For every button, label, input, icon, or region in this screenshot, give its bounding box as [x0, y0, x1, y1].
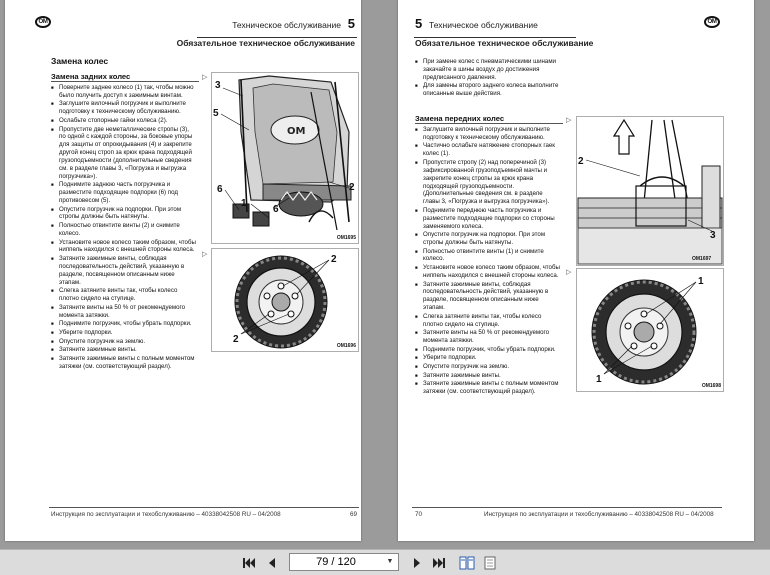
rear-wheel-figure [211, 248, 359, 352]
list-item: ■ Слегка затяните винты так, чтобы колесо плотно сидело на ступице. [415, 313, 561, 329]
list-item: ■ Уберите подпорки. [51, 329, 197, 337]
callout-label: 3 [710, 230, 716, 241]
rear-wheel-illustration [211, 248, 359, 352]
list-item: ■ Слегка затяните винты так, чтобы колесо плотно сидело на ступице. [51, 287, 197, 303]
list-item: ■ Поверните заднее колесо (1) так, чтобы можно было получить доступ к зажимным винтам. [51, 84, 197, 100]
callout-label: 6 [217, 184, 223, 195]
list-item: ■ Установите новое колесо таким образом, чтобы ниппель находился с внешней стороны колеса. [415, 264, 561, 280]
list-item: ■ Затяните зажимные винты, соблюдая последовательность действий, указанную в разделе, посвященном описанным ниже этапам. [51, 255, 197, 286]
list-item: ■ Пропустите две неметаллические стропы (3), по одной с каждой стороны, за боковые упоры для защиты от опрокидывания (4) и закрепите другой конец строп за крюк крана подходящей грузоподъемности (дополнительные сведения см. в разделе главы 3, «Погрузка и выгрузка погрузчика»). [51, 126, 197, 181]
callout-label: 2 [578, 156, 584, 167]
first-page-icon [242, 557, 256, 569]
list-item: ■ Поднимите заднюю часть погрузчика и разместите подходящие подпорки (6) под противовесом (5). [51, 181, 197, 205]
list-item: ■ Затяните зажимные винты. [51, 346, 197, 354]
section-title: Замена колес [51, 56, 109, 66]
arrow-marker-icon: ▷ [566, 117, 572, 124]
figure-code: OM1695 [336, 235, 356, 241]
figure-code: OM1697 [692, 256, 712, 262]
list-item: ■ Ослабьте стопорные гайки колеса (2). [51, 117, 197, 125]
callout-label: 2 [349, 182, 355, 193]
figure-code: OM1696 [336, 343, 356, 349]
next-page-button[interactable] [408, 554, 426, 572]
callout-label: 6 [273, 204, 279, 215]
instruction-list [415, 126, 561, 397]
last-page-icon [432, 557, 446, 569]
list-item: ■ Опустите погрузчик на подпорки. При этом стропы должны быть натянуты. [415, 231, 561, 247]
page-number: 69 [350, 511, 358, 518]
front-lift-figure [576, 116, 724, 266]
footer-rule [49, 507, 359, 508]
header-title: Техническое обслуживание [232, 20, 341, 30]
list-item: ■ Частично ослабьте натяжение стопорных гаек колес (1). [415, 142, 561, 158]
chapter-number: 5 [347, 16, 355, 31]
chevron-down-icon[interactable]: ▼ [386, 558, 394, 565]
subsection-rule [415, 123, 563, 124]
arrow-marker-icon: ▷ [202, 74, 208, 81]
list-item: ■ Затяните зажимные винты с полным моментом затяжки (см. соответствующий раздел). [415, 380, 561, 396]
right-page [398, 0, 754, 541]
single-page-button[interactable] [481, 554, 499, 572]
callout-label: 5 [213, 108, 219, 119]
arrow-marker-icon: ▷ [566, 269, 572, 276]
prev-page-icon [267, 557, 277, 569]
footer-text: Инструкция по эксплуатации и техобслуживанию – 40338042508 RU – 04/2008 [51, 511, 281, 518]
list-item: ■ Поднимите погрузчик, чтобы убрать подпорки. [51, 320, 197, 328]
header-title: Техническое обслуживание [429, 20, 538, 30]
list-item: ■ Поднимите погрузчик, чтобы убрать подпорки. [415, 346, 561, 354]
list-item: ■ Для замены второго заднего колеса выполните описанные выше действия. [415, 82, 561, 98]
callout-label: 1 [596, 374, 602, 385]
arrow-marker-icon: ▷ [202, 251, 208, 258]
callout-label: 2 [331, 254, 337, 265]
list-item: ■ Затяните зажимные винты с полным моментом затяжки (см. соответствующий раздел). [51, 355, 197, 371]
rear-lift-illustration [211, 72, 359, 244]
callout-label: 2 [233, 334, 239, 345]
list-item: ■ При замене колес с пневматическими шинами закачайте в шины воздух до достижения предписанного давления. [415, 58, 561, 82]
last-page-button[interactable] [430, 554, 448, 572]
viewer-toolbar [0, 549, 770, 575]
page-number-input[interactable]: 79 / 120 [316, 556, 356, 568]
callout-label: 3 [215, 80, 221, 91]
chapter-number: 5 [415, 16, 423, 31]
list-item: ■ Опустите погрузчик на землю. [415, 363, 561, 371]
list-item: ■ Опустите погрузчик на подпорки. При этом стропы должны быть натянуты. [51, 206, 197, 222]
subsection-title: Замена передних колес [415, 114, 505, 123]
first-page-button[interactable] [240, 554, 258, 572]
instruction-list [51, 84, 197, 371]
list-item: ■ Полностью отвинтите винты (1) и снимите колесо. [415, 248, 561, 264]
rear-lift-figure [211, 72, 359, 244]
front-wheel-illustration [576, 268, 724, 392]
header-subtitle: Обязательное техническое обслуживание [176, 38, 355, 48]
list-item: ■ Заглушите вилочный погрузчик и выполните подготовку к техническому обслуживанию. [51, 100, 197, 116]
front-lift-illustration [576, 116, 724, 266]
left-page [5, 0, 361, 541]
om-logo: OM [704, 16, 720, 28]
header-subtitle: Обязательное техническое обслуживание [415, 38, 594, 48]
subsection-title: Замена задних колес [51, 72, 131, 81]
callout-label: 1 [241, 198, 247, 209]
list-item: ■ Уберите подпорки. [415, 354, 561, 362]
next-page-icon [412, 557, 422, 569]
prev-page-button[interactable] [263, 554, 281, 572]
intro-list [415, 58, 561, 99]
footer-text: Инструкция по эксплуатации и техобслуживанию – 40338042508 RU – 04/2008 [484, 511, 714, 518]
figure-code: OM1698 [701, 383, 721, 389]
footer-rule [412, 507, 722, 508]
list-item: ■ Затяните винты на 50 % от рекомендуемого момента затяжки. [51, 304, 197, 320]
list-item: ■ Опустите погрузчик на землю. [51, 338, 197, 346]
single-page-icon [483, 556, 497, 570]
fit-width-button[interactable] [458, 554, 476, 572]
svg-text:OM: OM [287, 126, 306, 137]
list-item: ■ Затяните винты на 50 % от рекомендуемого момента затяжки. [415, 329, 561, 345]
list-item: ■ Установите новое колесо таким образом, чтобы ниппель находился с внешней стороны колеса. [51, 239, 197, 255]
list-item: ■ Заглушите вилочный погрузчик и выполните подготовку к техническому обслуживанию. [415, 126, 561, 142]
fit-width-icon [459, 556, 475, 570]
callout-label: 1 [698, 276, 704, 287]
list-item: ■ Полностью отвинтите винты (2) и снимите колесо. [51, 222, 197, 238]
list-item: ■ Затяните зажимные винты. [415, 372, 561, 380]
list-item: ■ Пропустите стропу (2) над поперечиной (3) зафиксированной грузоподъемной мачты и закрепите конец стропы за крюк крана подходящей грузоподъемности. (Дополнительные сведения см. в разделе главы 3, «Погрузка и выгрузка погрузчика»). [415, 159, 561, 206]
subsection-rule [51, 81, 199, 82]
list-item: ■ Поднимите переднюю часть погрузчика и разместите подходящие подпорки со стороны заменяемого колеса. [415, 207, 561, 231]
page-number: 70 [415, 511, 423, 518]
list-item: ■ Затяните зажимные винты, соблюдая последовательность действий, указанную в разделе, посвященном описанным ниже этапам. [415, 281, 561, 312]
om-logo: OM [35, 16, 51, 28]
page-number-field[interactable] [289, 553, 399, 571]
front-wheel-figure [576, 268, 724, 392]
